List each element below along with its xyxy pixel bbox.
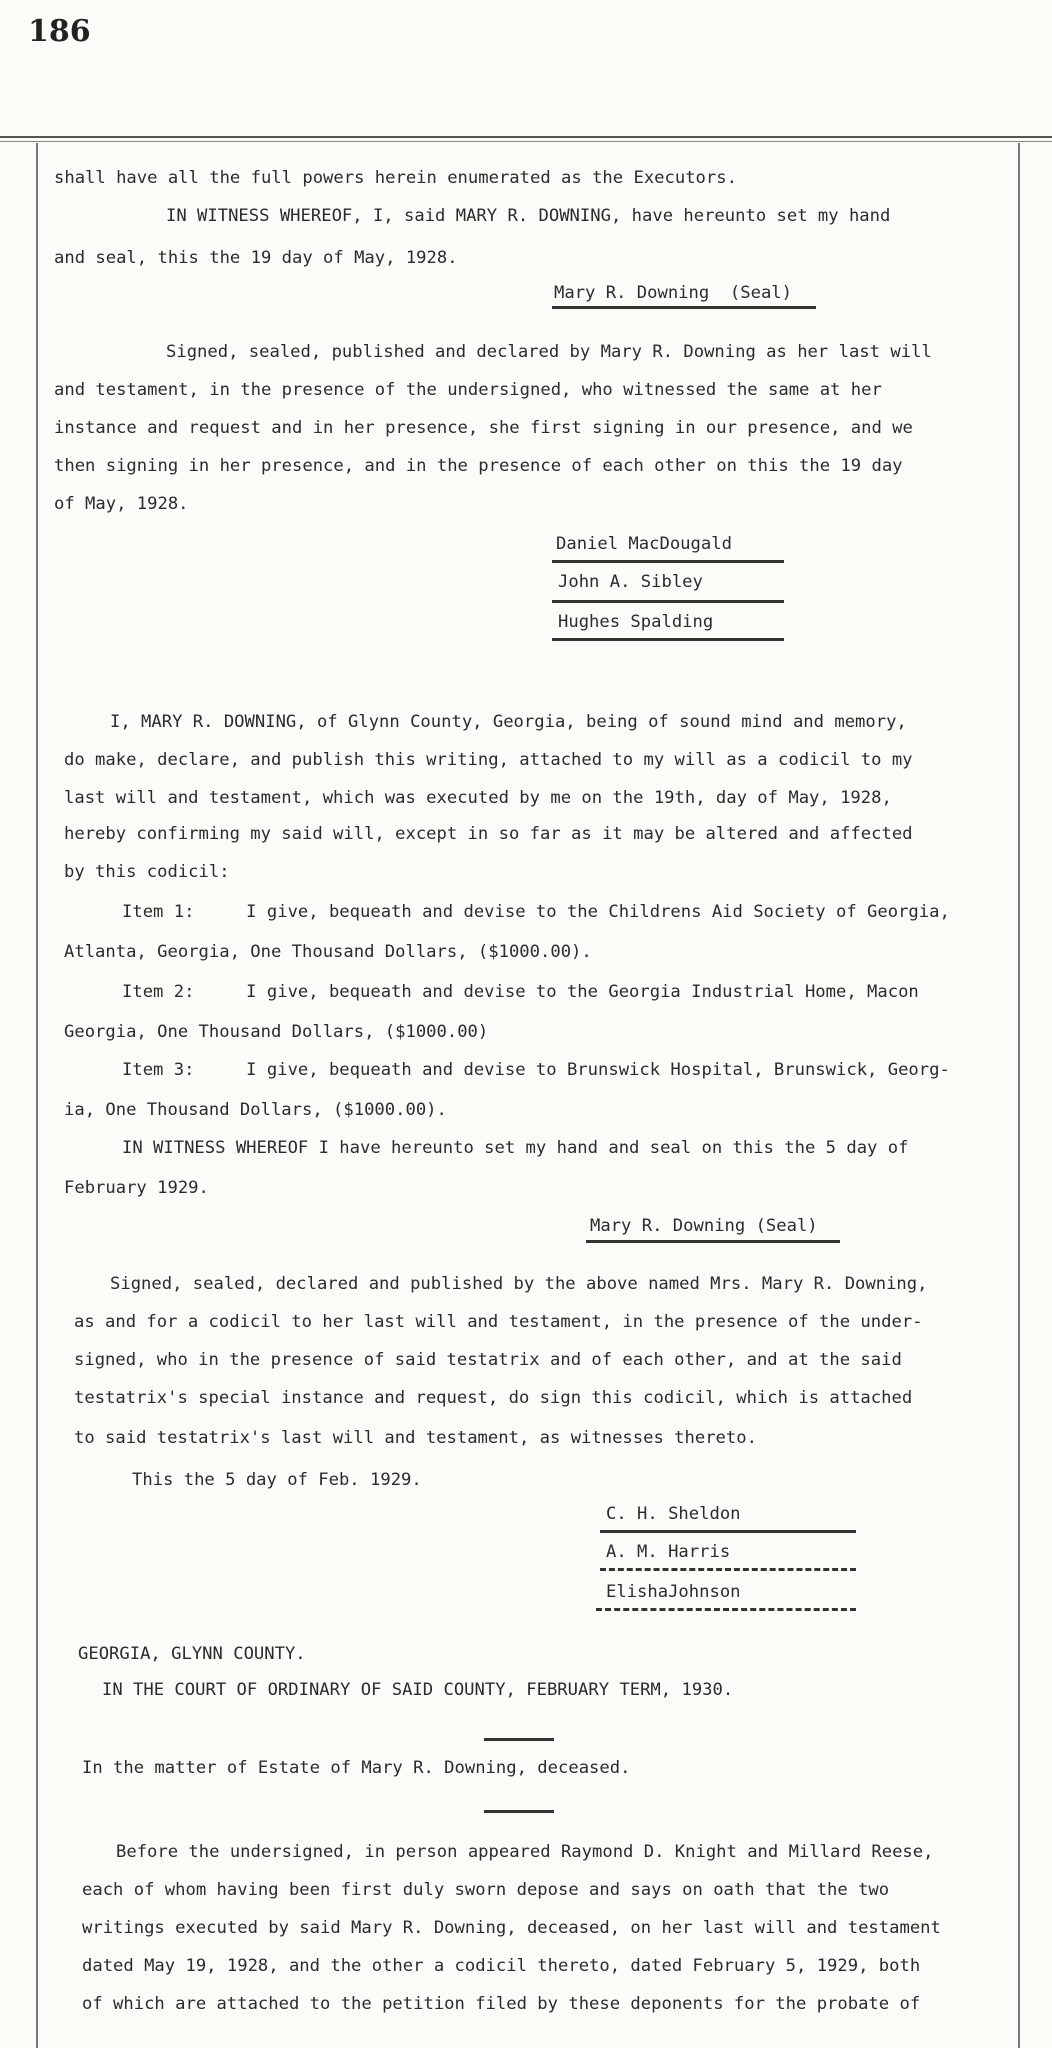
- page-number: 186: [28, 14, 91, 49]
- text-line: In the matter of Estate of Mary R. Downing, deceased.: [82, 1758, 631, 1778]
- text-line: by this codicil:: [64, 862, 230, 882]
- left-margin-line: [36, 143, 38, 2048]
- signature-mary-downing-codicil: Mary R. Downing (Seal): [590, 1216, 818, 1236]
- text-line: testatrix's special instance and request, do sign this codicil, which is attached: [74, 1388, 913, 1408]
- text-line: Signed, sealed, published and declared by Mary R. Downing as her last will: [166, 342, 932, 362]
- signature-mary-downing-will: Mary R. Downing (Seal): [554, 283, 792, 303]
- witness-signature: Hughes Spalding: [558, 612, 714, 632]
- text-line: writings executed by said Mary R. Downing, deceased, on her last will and testament: [82, 1918, 941, 1938]
- text-line: IN THE COURT OF ORDINARY OF SAID COUNTY, FEBRUARY TERM, 1930.: [102, 1680, 734, 1700]
- codicil-item-1: Item 1: I give, bequeath and devise to the Childrens Aid Society of Georgia,: [122, 902, 950, 922]
- signature-underline: [596, 1608, 856, 1611]
- text-line: signed, who in the presence of said testatrix and of each other, and at the said: [74, 1350, 902, 1370]
- witness-signature: ElishaJohnson: [606, 1582, 741, 1602]
- text-line: last will and testament, which was executed by me on the 19th, day of May, 1928,: [64, 788, 892, 808]
- signature-underline: [600, 1568, 856, 1571]
- text-line: of May, 1928.: [54, 494, 189, 514]
- text-line: GEORGIA, GLYNN COUNTY.: [78, 1644, 306, 1664]
- section-rule: [484, 1738, 554, 1741]
- signature-underline: [600, 1530, 856, 1533]
- signature-underline: [552, 638, 784, 641]
- witness-signature: Daniel MacDougald: [556, 534, 732, 554]
- signature-underline: [586, 1240, 840, 1243]
- text-line: Georgia, One Thousand Dollars, ($1000.00): [64, 1022, 489, 1042]
- text-line: Before the undersigned, in person appeared Raymond D. Knight and Millard Reese,: [116, 1842, 934, 1862]
- text-line: Signed, sealed, declared and published by the above named Mrs. Mary R. Downing,: [110, 1274, 928, 1294]
- text-line: shall have all the full powers herein enumerated as the Executors.: [54, 168, 737, 188]
- witness-signature: A. M. Harris: [606, 1542, 731, 1562]
- text-line: and testament, in the presence of the undersigned, who witnessed the same at her: [54, 380, 882, 400]
- text-line: to said testatrix's last will and testament, as witnesses thereto.: [74, 1428, 757, 1448]
- header-rule: [0, 136, 1052, 138]
- signature-underline: [552, 560, 784, 563]
- codicil-item-3: Item 3: I give, bequeath and devise to Brunswick Hospital, Brunswick, Georg-: [122, 1060, 950, 1080]
- text-line: then signing in her presence, and in the presence of each other on this the 19 day: [54, 456, 903, 476]
- section-rule: [484, 1810, 554, 1813]
- right-margin-line: [1018, 143, 1020, 2048]
- text-line: do make, declare, and publish this writing, attached to my will as a codicil to my: [64, 750, 913, 770]
- witness-signature: C. H. Sheldon: [606, 1504, 741, 1524]
- text-line: IN WITNESS WHEREOF, I, said MARY R. DOWNING, have hereunto set my hand: [166, 206, 891, 226]
- text-line: This the 5 day of Feb. 1929.: [132, 1470, 422, 1490]
- text-line: of which are attached to the petition filed by these deponents for the probate of: [82, 1994, 921, 2014]
- codicil-item-2: Item 2: I give, bequeath and devise to the Georgia Industrial Home, Macon: [122, 982, 919, 1002]
- text-line: dated May 19, 1928, and the other a codicil thereto, dated February 5, 1929, both: [82, 1956, 921, 1976]
- text-line: Atlanta, Georgia, One Thousand Dollars, ($1000.00).: [64, 942, 592, 962]
- text-line: instance and request and in her presence, she first signing in our presence, and we: [54, 418, 913, 438]
- witness-signature: John A. Sibley: [558, 572, 703, 592]
- text-line: IN WITNESS WHEREOF I have hereunto set my hand and seal on this the 5 day of: [122, 1138, 909, 1158]
- signature-underline: [552, 306, 816, 309]
- text-line: as and for a codicil to her last will and testament, in the presence of the under-: [74, 1312, 923, 1332]
- signature-underline: [552, 600, 784, 603]
- text-line: hereby confirming my said will, except in so far as it may be altered and affected: [64, 824, 913, 844]
- text-line: February 1929.: [64, 1178, 209, 1198]
- text-line: ia, One Thousand Dollars, ($1000.00).: [64, 1100, 447, 1120]
- text-line: and seal, this the 19 day of May, 1928.: [54, 248, 458, 268]
- text-line: each of whom having been first duly sworn depose and says on oath that the two: [82, 1880, 890, 1900]
- text-line: I, MARY R. DOWNING, of Glynn County, Georgia, being of sound mind and memory,: [110, 712, 907, 732]
- header-rule-thin: [0, 141, 1052, 142]
